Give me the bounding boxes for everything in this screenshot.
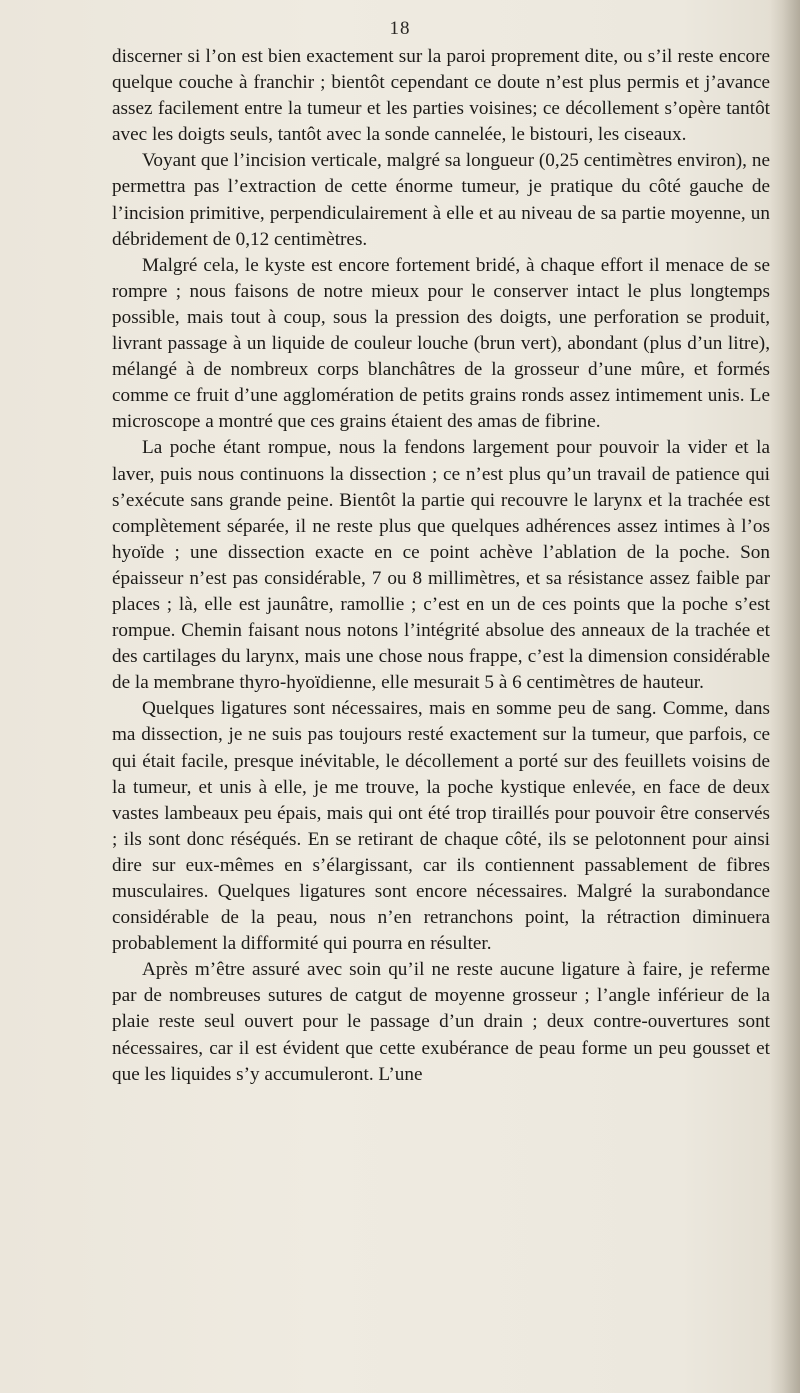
page-edge-shadow <box>770 0 800 1393</box>
paragraph-3: Malgré cela, le kyste est encore fortement bridé, à chaque effort il menace de se rompre ; nous faisons de notre mieux pour le conserver intact le plus longtemps possible, mais tout à coup, sous la pression des doigts, une perforation se produit, livrant passage à un liquide de couleur louche (brun vert), abondant (plus d’un litre), mélangé à de nombreux corps blanchâtres de la grosseur d’une mûre, et formés comme ce fruit d’une agglomération de petits grains ronds assez intimement unis. Le microscope a montré que ces grains étaient des amas de fibrine. <box>112 254 770 433</box>
paragraph-1: discerner si l’on est bien exactement sur la paroi proprement dite, ou s’il reste encore quelque couche à franchir ; bientôt cependant ce doute n’est plus permis et j’avance assez facilement entre la tumeur et les parties voisines; ce décollement s’opère tantôt avec les doigts seuls, tantôt avec la sonde cannelée, le bistouri, les ciseaux. <box>112 46 770 146</box>
paragraph-5: Quelques ligatures sont nécessaires, mais en somme peu de sang. Comme, dans ma dissection, je ne suis pas toujours resté exactement sur la tumeur, que parfois, ce qui était facile, presque inévitable, le décollement a porté sur des feuillets voisins de la tumeur, et unis à elle, je me trouve, la poche kystique enlevée, en face de deux vastes lambeaux peu épais, mais qui ont été trop tiraillés pour pouvoir être conservés ; ils sont donc réséqués. En se retirant de chaque côté, ils se pelotonnent pour ainsi dire sur eux-mêmes en s’élargissant, car ils contiennent passablement de fibres musculaires. Quelques ligatures sont encore nécessaires. Malgré la surabondance considérable de la peau, nous n’en retranchons point, la rétraction diminuera probablement la difformité qui pourra en résulter. <box>112 698 770 955</box>
paragraph-2: Voyant que l’incision verticale, malgré sa longueur (0,25 centimètres environ), ne permettra pas l’extraction de cette énorme tumeur, je pratique du côté gauche de l’incision primitive, perpendiculairement à elle et au niveau de sa partie moyenne, un débridement de 0,12 centimètres. <box>112 150 770 250</box>
paragraph-4: La poche étant rompue, nous la fendons largement pour pouvoir la vider et la laver, puis nous continuons la dissection ; ce n’est plus qu’un travail de patience qui s’exécute sans grande peine. Bientôt la partie qui recouvre le larynx et la trachée est complètement séparée, il ne reste plus que quelques adhérences assez intimes à l’os hyoïde ; une dissection exacte en ce point achève l’ablation de la poche. Son épaisseur n’est pas considérable, 7 ou 8 millimètres, et sa résistance assez faible par places ; là, elle est jaunâtre, ramollie ; c’est en un de ces points que la poche s’est rompue. Chemin faisant nous notons l’intégrité absolue des anneaux de la trachée et des cartilages du larynx, mais une chose nous frappe, c’est la dimension considérable de la membrane thyro-hyoïdienne, elle mesurait 5 à 6 centimètres de hauteur. <box>112 437 770 694</box>
body-text <box>112 44 770 1088</box>
page-number: 18 <box>389 18 411 39</box>
paragraph-6: Après m’être assuré avec soin qu’il ne reste aucune ligature à faire, je referme par de nombreuses sutures de catgut de moyenne grosseur ; l’angle inférieur de la plaie reste seul ouvert pour le passage d’un drain ; deux contre-ouvertures sont nécessaires, car il est évident que cette exubérance de peau forme un peu gousset et que les liquides s’y accumuleront. L’une <box>112 959 770 1085</box>
